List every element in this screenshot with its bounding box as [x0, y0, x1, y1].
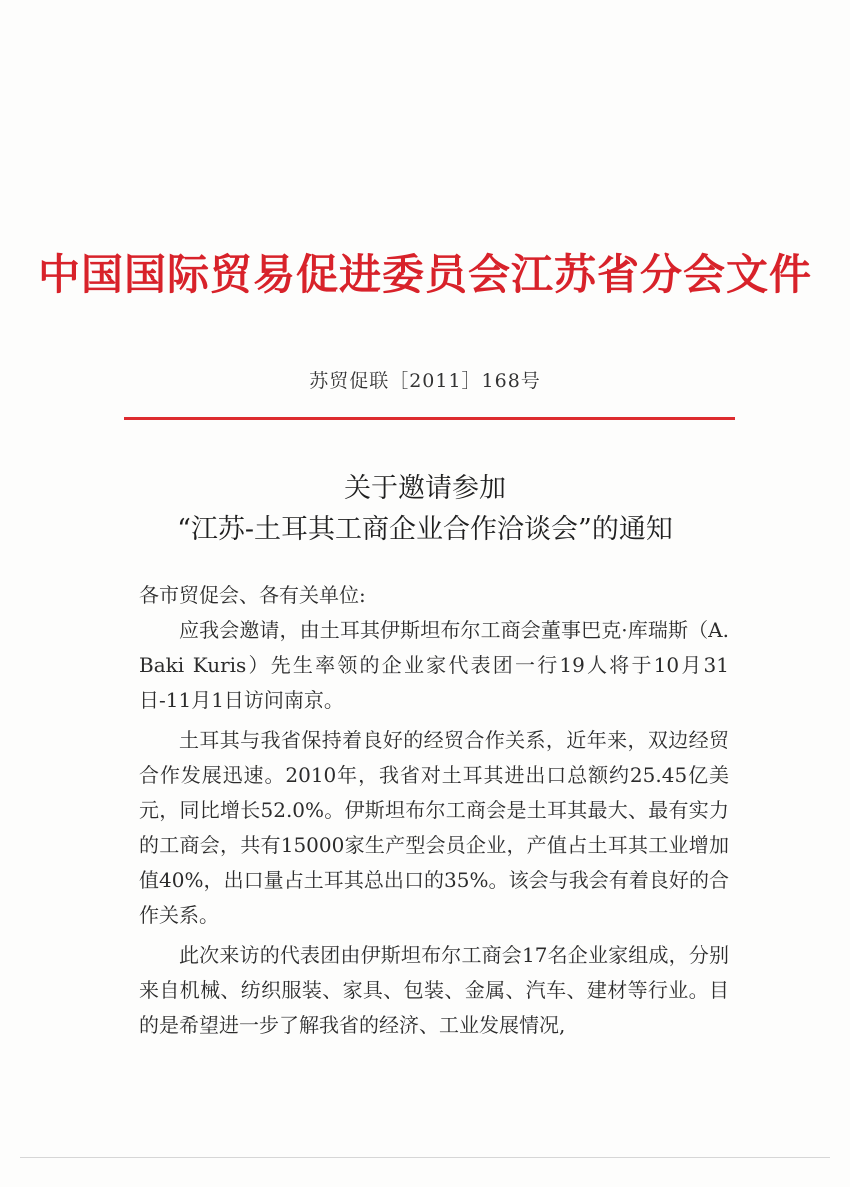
body-paragraph-3: 此次来访的代表团由伊斯坦布尔工商会17名企业家组成，分别来自机械、纺织服装、家具、包装、金属、汽车、建材等行业。目的是希望进一步了解我省的经济、工业发展情况,	[139, 943, 729, 1037]
notice-title-line-2: “江苏-土耳其工商企业合作洽谈会”的通知	[177, 514, 673, 545]
scan-edge-line	[20, 1157, 830, 1158]
organization-header-title: 中国国际贸易促进委员会江苏省分会文件	[37, 250, 812, 299]
body-paragraph-2: 土耳其与我省保持着良好的经贸合作关系，近年来，双边经贸合作发展迅速。2010年，我省对土耳其进出口总额约25.45亿美元，同比增长52.0%。伊斯坦布尔工商会是土耳其最大、最有实力的工商会，共有15000家生产型会员企业，产值占土耳其工业增加值40%，出口量占土耳其总出口的35%。该会与我会有着良好的合作关系。	[139, 728, 729, 927]
document-number: 苏贸促联［2011］168号	[309, 370, 541, 392]
body-paragraph-1: 应我会邀请，由土耳其伊斯坦布尔工商会董事巴克·库瑞斯（A. Baki Kuris）先生率领的企业家代表团一行19人将于10月31日-11月1日访问南京。	[139, 618, 729, 712]
red-divider-line	[124, 417, 735, 420]
notice-title-line-1: 关于邀请参加	[344, 473, 506, 504]
salutation: 各市贸促会、各有关单位:	[139, 583, 366, 607]
